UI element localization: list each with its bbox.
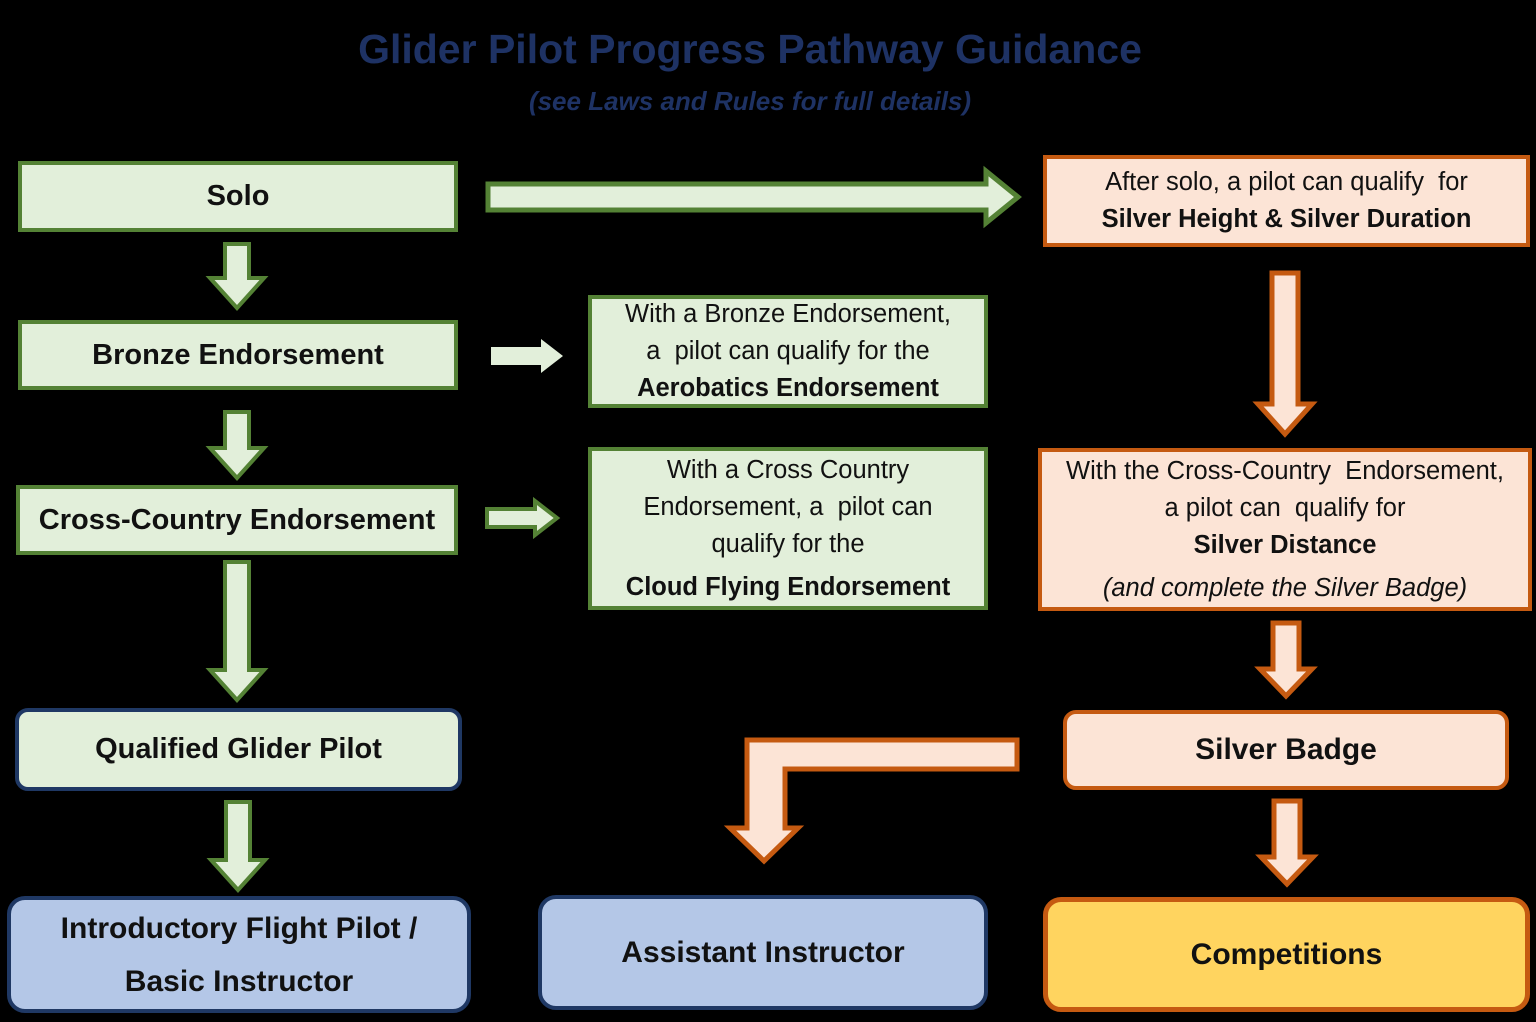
node-bronze-label: Bronze Endorsement — [92, 338, 384, 371]
arrow-silverbadge-to-competitions-icon — [1261, 801, 1313, 884]
info-cloudflying-line3: qualify for the — [711, 529, 865, 558]
node-cross-country-label: Cross-Country Endorsement — [38, 503, 436, 536]
arrow-silverbadge-to-assistant-icon — [730, 740, 1017, 861]
node-introductory-flight-pilot — [7, 896, 471, 1013]
info-silverdistance-line4: (and complete the Silver Badge) — [1102, 573, 1468, 602]
info-cloudflying-line1: With a Cross Country — [666, 455, 910, 484]
arrow-bronze-to-aerobatics-icon — [491, 339, 563, 373]
info-silverheight-line2: Silver Height & Silver Duration — [1101, 205, 1472, 233]
node-qualified-glider-pilot — [15, 708, 462, 791]
info-cloudflying-line4: Cloud Flying Endorsement — [625, 572, 951, 601]
page-subtitle: (see Laws and Rules for full details) — [528, 86, 972, 116]
arrow-solo-to-bronze-icon — [210, 244, 264, 308]
node-competitions-label: Competitions — [1190, 937, 1383, 971]
node-bronze-endorsement — [18, 320, 458, 390]
arrow-crosscountry-to-cloudflying-icon — [487, 501, 557, 535]
node-silver-badge — [1063, 710, 1509, 790]
page-title: Glider Pilot Progress Pathway Guidance — [358, 26, 1142, 72]
info-silver-distance — [1038, 448, 1532, 611]
node-silver-badge-label: Silver Badge — [1195, 733, 1377, 766]
info-silverdistance-line2: a pilot can qualify for — [1164, 493, 1406, 522]
info-silverheight-line1: After solo, a pilot can qualify for — [1105, 168, 1468, 196]
arrow-crosscountry-to-qualified-icon — [210, 562, 264, 700]
info-aerobatics-line2: a pilot can qualify for the — [646, 337, 930, 365]
node-cross-country-endorsement — [16, 485, 458, 555]
node-qualified-label: Qualified Glider Pilot — [95, 733, 382, 765]
info-silver-height-duration — [1043, 155, 1530, 247]
node-assistant-instructor — [538, 895, 988, 1010]
info-aerobatics-line3: Aerobatics Endorsement — [637, 374, 939, 402]
info-silverdistance-line3: Silver Distance — [1193, 530, 1377, 559]
node-assistant-label: Assistant Instructor — [621, 935, 905, 969]
arrow-silverheight-to-silverdistance-icon — [1258, 273, 1312, 434]
arrow-solo-to-silverheight-icon — [488, 171, 1018, 223]
info-aerobatics-endorsement — [588, 295, 988, 408]
node-solo — [18, 161, 458, 232]
node-solo-label: Solo — [206, 180, 270, 212]
arrow-silverdistance-to-silverbadge-icon — [1260, 623, 1312, 696]
arrow-bronze-to-crosscountry-icon — [210, 412, 264, 478]
info-cloudflying-line2: Endorsement, a pilot can — [643, 492, 933, 521]
node-competitions — [1043, 897, 1530, 1012]
node-intro-label-line1: Introductory Flight Pilot / — [60, 911, 418, 945]
info-aerobatics-line1: With a Bronze Endorsement, — [625, 300, 951, 328]
node-intro-label-line2: Basic Instructor — [124, 964, 354, 998]
info-silverdistance-line1: With the Cross-Country Endorsement, — [1066, 456, 1504, 485]
info-cloud-flying-endorsement — [588, 447, 988, 610]
arrow-qualified-to-intro-icon — [211, 802, 265, 890]
